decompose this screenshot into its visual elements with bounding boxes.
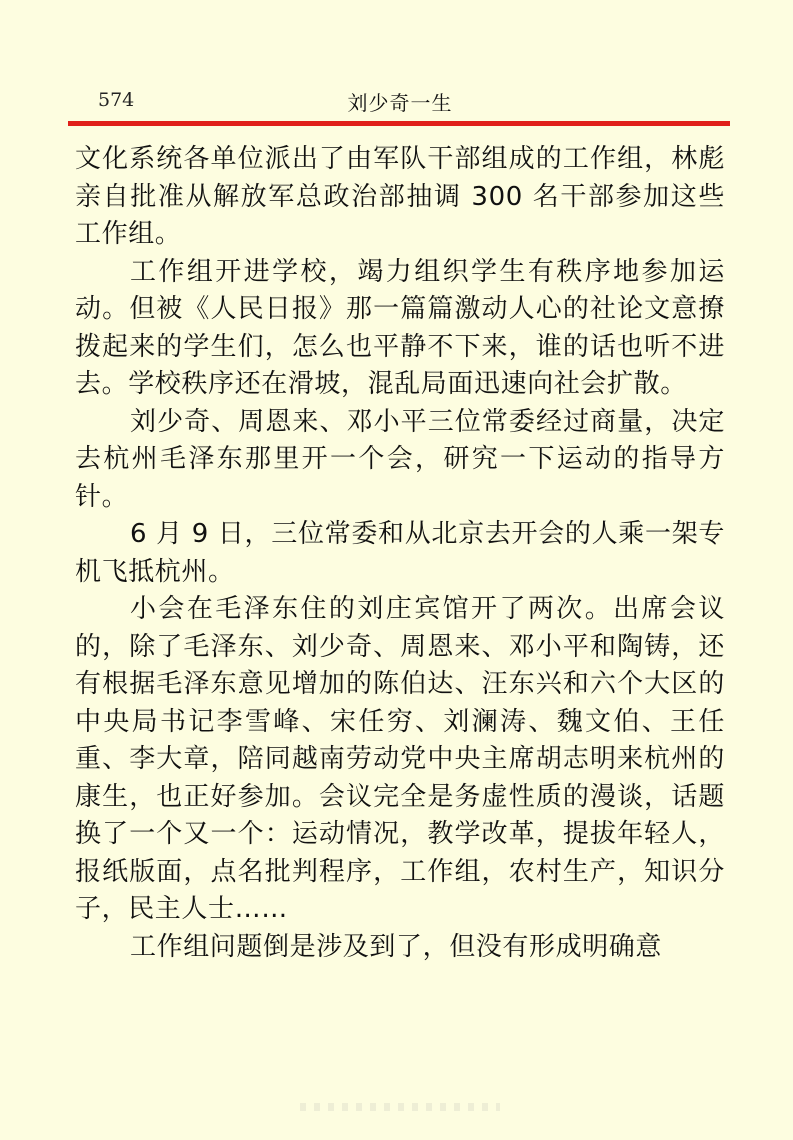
paragraph-6: 工作组问题倒是涉及到了，但没有形成明确意 xyxy=(130,931,663,962)
paragraph-5: 小会在毛泽东住的刘庄宾馆开了两次。出席会议的，除了毛泽东、刘少奇、周恩来、邓小平和陶铸，还有根据毛泽东意见增加的陈伯达、汪东兴和六个大区的中央局书记李雪峰、宋任穷、刘澜涛、魏文伯、王任重、李大章，陪同越南劳动党中央主席胡志明来杭州的康生，也正好参加。会议完全是务虚性质的漫谈，话题换了一个又一个：运动情况，教学改革，提拔年轻人，报纸版面，点名批判程序，工作组，农村生产，知识分子，民主人士…… xyxy=(75,594,725,924)
page-number: 574 xyxy=(98,89,135,111)
header-rule xyxy=(68,121,730,126)
paragraph-4: 6 月 9 日，三位常委和从北京去开会的人乘一架专机飞抵杭州。 xyxy=(75,519,725,587)
paragraph-1: 文化系统各单位派出了由军队干部组成的工作组，林彪亲自批准从解放军总政治部抽调 300 名干部参加这些工作组。 xyxy=(75,144,725,249)
book-title: 刘少奇一生 xyxy=(347,91,453,115)
paragraph-2: 工作组开进学校，竭力组织学生有秩序地参加运动。但被《人民日报》那一篇篇激动人心的社论文意撩拨起来的学生们，怎么也平静不下来，谁的话也听不进去。学校秩序还在滑坡，混乱局面迅速向社会扩散。 xyxy=(75,256,725,399)
page-header xyxy=(70,83,730,119)
footer-scan-mark xyxy=(300,1103,500,1111)
body-text xyxy=(75,141,725,966)
paragraph-3: 刘少奇、周恩来、邓小平三位常委经过商量，决定去杭州毛泽东那里开一个会，研究一下运动的指导方针。 xyxy=(75,406,725,512)
